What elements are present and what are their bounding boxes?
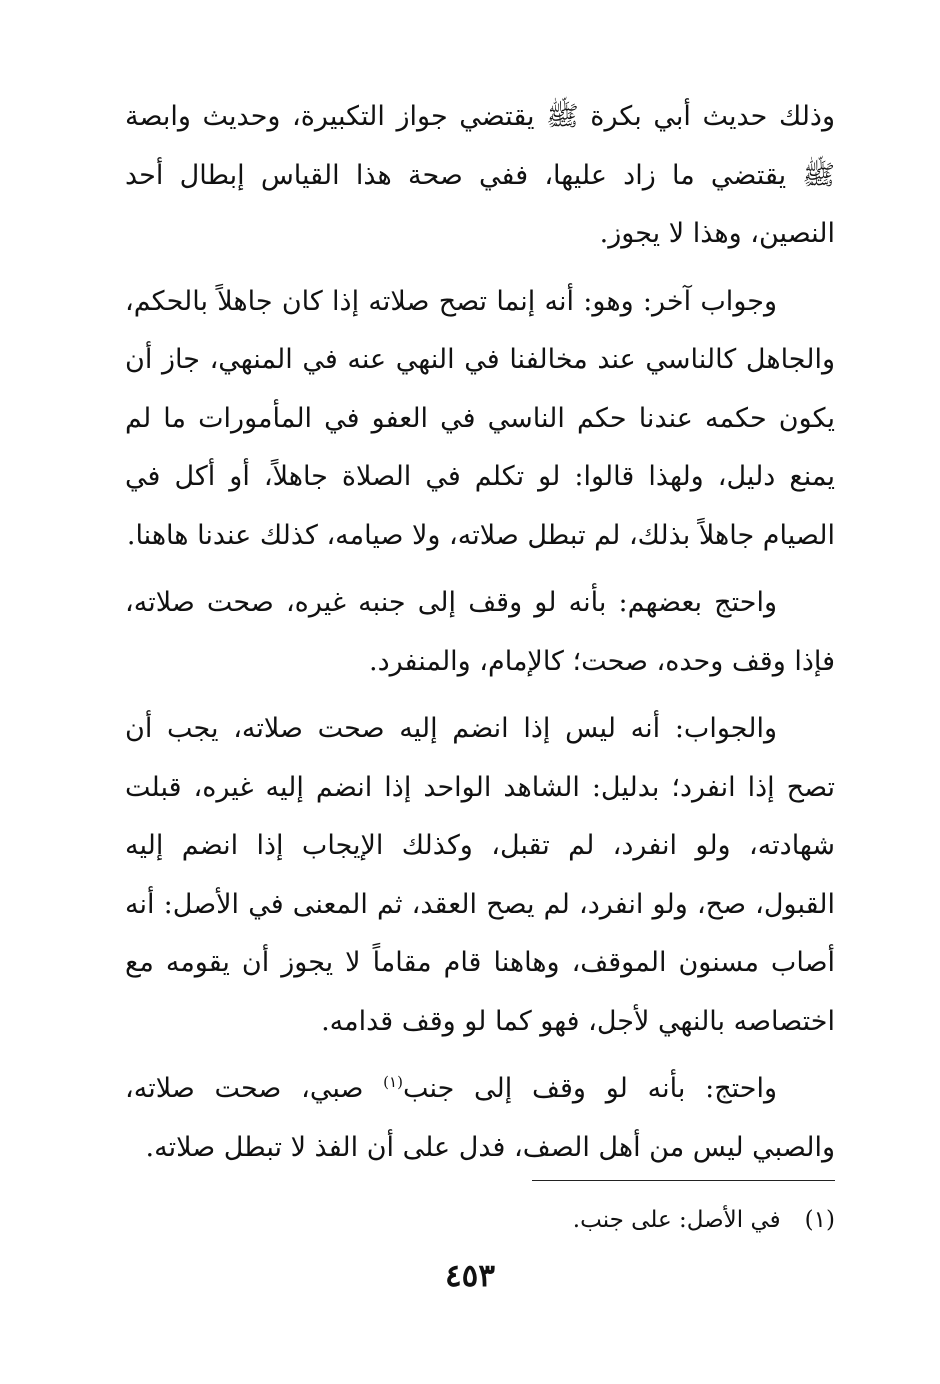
footnote-number: (١) [804, 1207, 835, 1233]
footnote-text: في الأصل: على جنب. [572, 1207, 781, 1233]
paragraph-5-start: واحتج: بأنه لو وقف إلى جنب [402, 1073, 778, 1104]
paragraph-3: واحتج بعضهم: بأنه لو وقف إلى جنبه غيره، صحت صلاته، فإذا وقف وحده، صحت؛ كالإمام، والمنفرد. [125, 587, 835, 677]
page-number: ٤٥٣ [445, 1258, 495, 1294]
footnote-divider [532, 1180, 835, 1181]
paragraph-5 [125, 1060, 835, 1177]
paragraph-4: والجواب: أنه ليس إذا انضم إليه صحت صلاته، يجب أن تصح إذا انفرد؛ بدليل: الشاهد الواحد إذا انضم إليه غيره، قبلت شهادته، ولو انفرد، لم تقبل، وكذلك الإيجاب إذا انضم إليه القبول، صح، ولو انفرد، لم يصح العقد، ثم المعنى في الأصل: أنه أصاب مسنون الموقف، وهاهنا قام مقاماً لا يجوز أن يقومه مع اختصاصه بالنهي لأجل، فهو كما لو وقف قدامه. [125, 713, 835, 1037]
paragraph-5-end: صبي، صحت صلاته، والصبي ليس من أهل الصف، فدل على أن الفذ لا تبطل صلاته. [125, 1073, 835, 1163]
footnote-reference[interactable]: (١) [383, 1073, 403, 1091]
paragraph-1: وذلك حديث أبي بكرة ﷺ يقتضي جواز التكبيرة، وحديث وابصة ﷺ يقتضي ما زاد عليها، ففي صحة هذا القياس إبطال أحد النصين، وهذا لا يجوز. [125, 101, 835, 249]
paragraph-2: وجواب آخر: وهو: أنه إنما تصح صلاته إذا كان جاهلاً بالحكم، والجاهل كالناسي عند مخالفنا في النهي عنه في المنهي، جاز أن يكون حكمه عندنا حكم الناسي في العفو في المأمورات ما لم يمنع دليل، ولهذا قالوا: لو تكلم في الصلاة جاهلاً، أو أكل في الصيام جاهلاً بذلك، لم تبطل صلاته، ولا صيامه، كذلك عندنا هاهنا. [125, 285, 835, 551]
main-text [125, 88, 835, 1186]
footnote [573, 1200, 835, 1240]
